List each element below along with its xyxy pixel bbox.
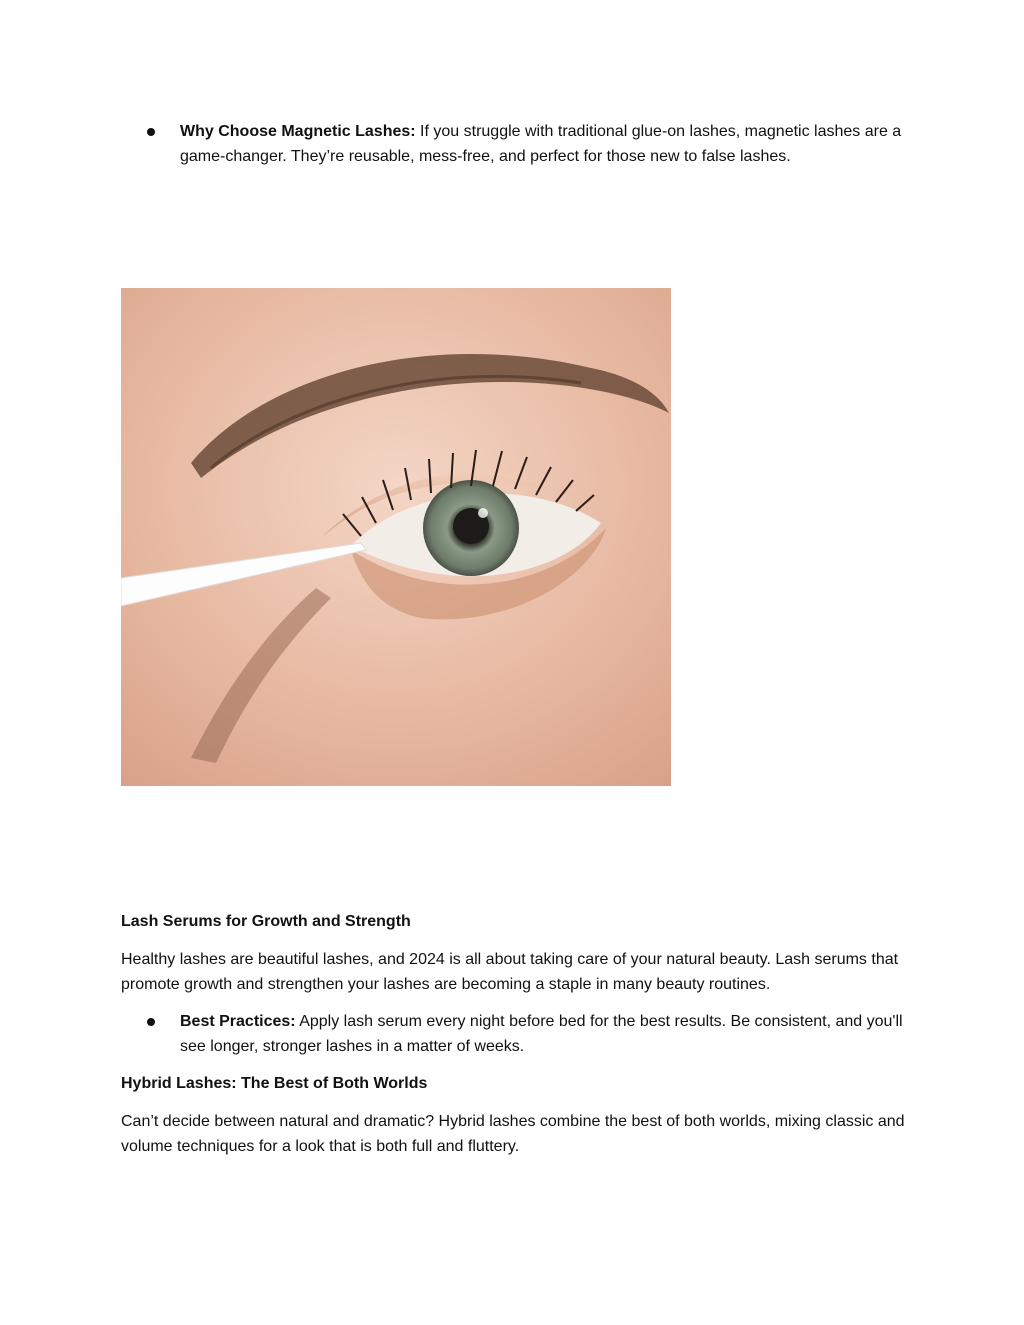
bullet-marker (147, 128, 155, 136)
paragraph-lash-serums: Healthy lashes are beautiful lashes, and 2024 is all about taking care of your natural beauty. Lash serums that promote growth and strengthen your lashes are becoming a staple in many beauty routines. (121, 951, 899, 993)
bullet-best-practices (180, 1010, 910, 1059)
section-heading-lash-serums: Lash Serums for Growth and Strength (121, 913, 411, 930)
bullet-text: Apply lash serum every night before bed for the best results. Be consistent, and you'll see longer, stronger lashes in a matter of weeks. (180, 1013, 903, 1055)
paragraph-hybrid-lashes: Can’t decide between natural and dramatic? Hybrid lashes combine the best of both worlds, mixing classic and volume techniques for a look that is both full and fluttery. (121, 1113, 905, 1155)
eye-lash-serum-photo (121, 288, 671, 786)
bullet-marker (147, 1018, 155, 1026)
section-heading-hybrid-lashes: Hybrid Lashes: The Best of Both Worlds (121, 1075, 428, 1092)
bullet-text: If you struggle with traditional glue-on lashes, magnetic lashes are a game-changer. They’re reusable, mess-free, and perfect for those new to false lashes. (180, 123, 902, 165)
bullet-label: Best Practices: (180, 1013, 296, 1030)
bullet-label: Why Choose Magnetic Lashes: (180, 123, 416, 140)
bullet-magnetic-lashes (180, 120, 910, 169)
